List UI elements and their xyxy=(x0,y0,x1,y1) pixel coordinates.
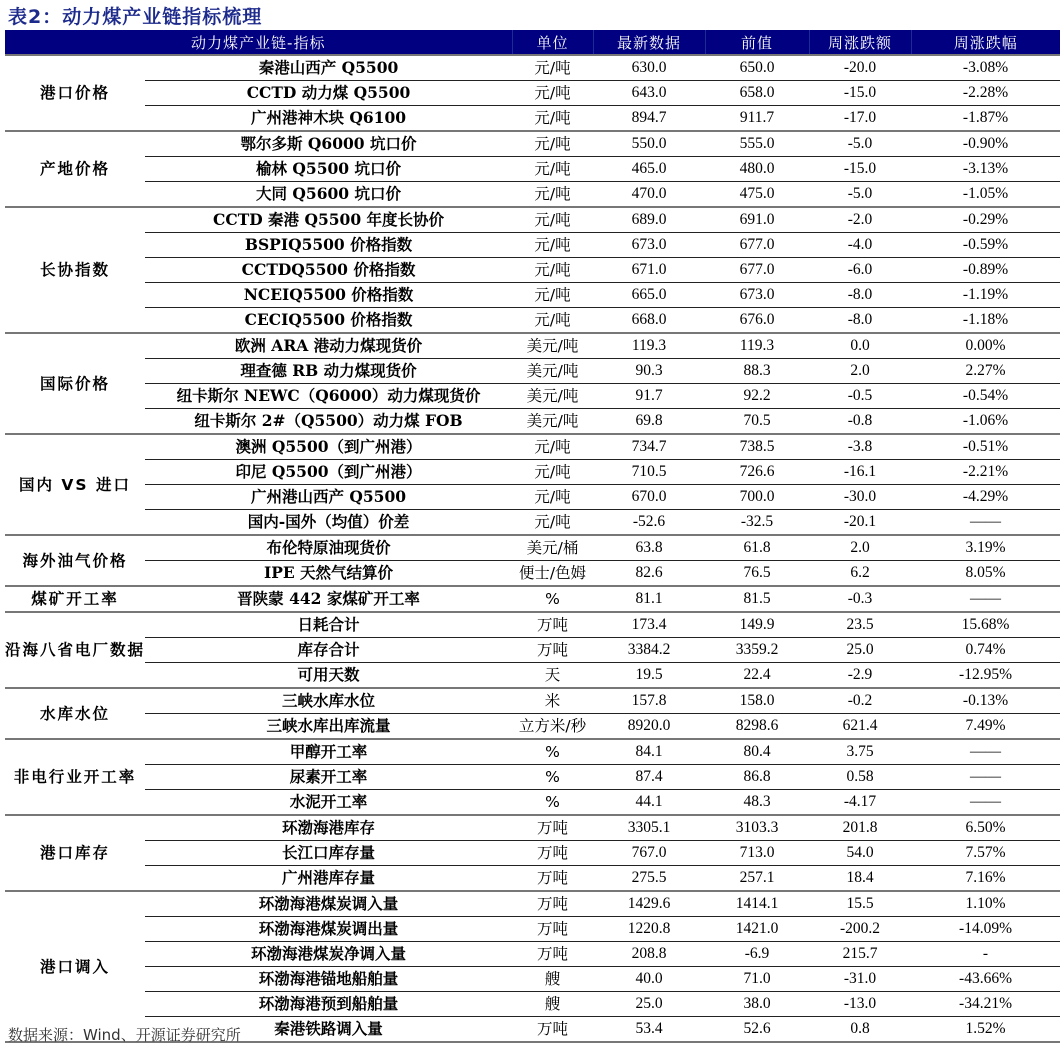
weekly-change: 3.75 xyxy=(809,739,911,765)
group-label: 港口价格 xyxy=(5,55,145,131)
unit-cell: 元/吨 xyxy=(512,81,593,106)
table-row xyxy=(5,131,1060,157)
latest-value: 44.1 xyxy=(593,790,705,816)
weekly-change-pct: -0.51% xyxy=(911,434,1060,460)
latest-value: 670.0 xyxy=(593,485,705,510)
unit-cell: 元/吨 xyxy=(512,106,593,132)
indicator-name: NCEIQ5500 价格指数 xyxy=(145,283,512,308)
previous-value: 257.1 xyxy=(705,866,809,892)
weekly-change: 0.0 xyxy=(809,333,911,359)
weekly-change: 54.0 xyxy=(809,841,911,866)
unit-cell: 元/吨 xyxy=(512,485,593,510)
weekly-change-pct: 0.74% xyxy=(911,638,1060,663)
indicator-name: 尿素开工率 xyxy=(145,765,512,790)
weekly-change: -6.0 xyxy=(809,258,911,283)
weekly-change-pct: 3.19% xyxy=(911,535,1060,561)
table-row xyxy=(5,308,1060,334)
unit-cell: 元/吨 xyxy=(512,434,593,460)
unit-cell: % xyxy=(512,739,593,765)
unit-cell: 万吨 xyxy=(512,815,593,841)
weekly-change: 2.0 xyxy=(809,359,911,384)
table-row xyxy=(5,891,1060,917)
weekly-change: -30.0 xyxy=(809,485,911,510)
unit-cell: 艘 xyxy=(512,992,593,1017)
weekly-change: -0.5 xyxy=(809,384,911,409)
indicator-name: 秦港铁路调入量 xyxy=(145,1017,512,1043)
unit-cell: 元/吨 xyxy=(512,283,593,308)
table-row xyxy=(5,182,1060,208)
weekly-change-pct: -0.89% xyxy=(911,258,1060,283)
unit-cell: 元/吨 xyxy=(512,258,593,283)
indicator-name: 水泥开工率 xyxy=(145,790,512,816)
weekly-change-pct: 6.50% xyxy=(911,815,1060,841)
latest-value: 668.0 xyxy=(593,308,705,334)
previous-value: 650.0 xyxy=(705,55,809,81)
table-row xyxy=(5,106,1060,132)
unit-cell: 元/吨 xyxy=(512,55,593,81)
previous-value: 713.0 xyxy=(705,841,809,866)
unit-cell: % xyxy=(512,765,593,790)
latest-value: -52.6 xyxy=(593,510,705,536)
previous-value: 3359.2 xyxy=(705,638,809,663)
indicator-name: 澳洲 Q5500（到广州港） xyxy=(145,434,512,460)
previous-value: 555.0 xyxy=(705,131,809,157)
weekly-change-pct: -3.13% xyxy=(911,157,1060,182)
unit-cell: 万吨 xyxy=(512,891,593,917)
unit-cell: 万吨 xyxy=(512,612,593,638)
weekly-change-pct: —— xyxy=(911,765,1060,790)
group-label: 长协指数 xyxy=(5,207,145,333)
data-source-note: 数据来源：Wind、开源证券研究所 xyxy=(8,1026,241,1044)
previous-value: 738.5 xyxy=(705,434,809,460)
unit-cell: 万吨 xyxy=(512,917,593,942)
table-row xyxy=(5,765,1060,790)
table-row xyxy=(5,485,1060,510)
header-row xyxy=(5,30,1060,55)
indicator-name: 广州港神木块 Q6100 xyxy=(145,106,512,132)
weekly-change-pct: -0.29% xyxy=(911,207,1060,233)
previous-value: 677.0 xyxy=(705,233,809,258)
latest-value: 689.0 xyxy=(593,207,705,233)
unit-cell: 艘 xyxy=(512,967,593,992)
table-row xyxy=(5,384,1060,409)
previous-value: 8298.6 xyxy=(705,714,809,740)
latest-value: 630.0 xyxy=(593,55,705,81)
weekly-change: -15.0 xyxy=(809,157,911,182)
indicator-name: 环渤海港煤炭调出量 xyxy=(145,917,512,942)
unit-cell: 美元/吨 xyxy=(512,409,593,435)
table-row xyxy=(5,942,1060,967)
previous-value: 119.3 xyxy=(705,333,809,359)
weekly-change: -3.8 xyxy=(809,434,911,460)
weekly-change: 25.0 xyxy=(809,638,911,663)
table-row xyxy=(5,638,1060,663)
unit-cell: 元/吨 xyxy=(512,207,593,233)
weekly-change-pct: -2.21% xyxy=(911,460,1060,485)
weekly-change: -0.2 xyxy=(809,688,911,714)
table-row xyxy=(5,561,1060,587)
latest-value: 81.1 xyxy=(593,586,705,612)
latest-value: 69.8 xyxy=(593,409,705,435)
weekly-change-pct: -3.08% xyxy=(911,55,1060,81)
weekly-change-pct: -34.21% xyxy=(911,992,1060,1017)
weekly-change-pct: -0.13% xyxy=(911,688,1060,714)
latest-value: 1429.6 xyxy=(593,891,705,917)
latest-value: 465.0 xyxy=(593,157,705,182)
coal-indicator-table xyxy=(5,30,1060,1043)
previous-value: 1421.0 xyxy=(705,917,809,942)
latest-value: 275.5 xyxy=(593,866,705,892)
group-label: 国际价格 xyxy=(5,333,145,434)
weekly-change-pct: 7.57% xyxy=(911,841,1060,866)
weekly-change-pct: -1.18% xyxy=(911,308,1060,334)
table-row xyxy=(5,81,1060,106)
previous-value: 149.9 xyxy=(705,612,809,638)
header-pct: 周涨跌幅 xyxy=(911,30,1060,55)
latest-value: 1220.8 xyxy=(593,917,705,942)
latest-value: 63.8 xyxy=(593,535,705,561)
indicator-name: 日耗合计 xyxy=(145,612,512,638)
previous-value: 71.0 xyxy=(705,967,809,992)
previous-value: 658.0 xyxy=(705,81,809,106)
previous-value: 76.5 xyxy=(705,561,809,587)
latest-value: 84.1 xyxy=(593,739,705,765)
latest-value: 19.5 xyxy=(593,663,705,689)
table-row xyxy=(5,55,1060,81)
indicator-name: 布伦特原油现货价 xyxy=(145,535,512,561)
latest-value: 25.0 xyxy=(593,992,705,1017)
indicator-name: 广州港库存量 xyxy=(145,866,512,892)
previous-value: 88.3 xyxy=(705,359,809,384)
previous-value: -32.5 xyxy=(705,510,809,536)
unit-cell: 元/吨 xyxy=(512,131,593,157)
group-label: 煤矿开工率 xyxy=(5,586,145,612)
previous-value: 480.0 xyxy=(705,157,809,182)
latest-value: 767.0 xyxy=(593,841,705,866)
unit-cell: 元/吨 xyxy=(512,182,593,208)
table-row xyxy=(5,992,1060,1017)
group-label: 非电行业开工率 xyxy=(5,739,145,815)
table-row xyxy=(5,233,1060,258)
indicator-name: 库存合计 xyxy=(145,638,512,663)
previous-value: 691.0 xyxy=(705,207,809,233)
weekly-change-pct: -43.66% xyxy=(911,967,1060,992)
unit-cell: 万吨 xyxy=(512,1017,593,1043)
previous-value: 52.6 xyxy=(705,1017,809,1043)
weekly-change: -0.8 xyxy=(809,409,911,435)
unit-cell: 立方米/秒 xyxy=(512,714,593,740)
weekly-change-pct: —— xyxy=(911,586,1060,612)
table-row xyxy=(5,866,1060,892)
weekly-change: -5.0 xyxy=(809,131,911,157)
unit-cell: 万吨 xyxy=(512,841,593,866)
indicator-name: 国内-国外（均值）价差 xyxy=(145,510,512,536)
unit-cell: 万吨 xyxy=(512,638,593,663)
unit-cell: 美元/桶 xyxy=(512,535,593,561)
table-row xyxy=(5,790,1060,816)
unit-cell: 美元/吨 xyxy=(512,333,593,359)
latest-value: 3305.1 xyxy=(593,815,705,841)
weekly-change: -0.3 xyxy=(809,586,911,612)
indicator-name: CCTD 秦港 Q5500 年度长协价 xyxy=(145,207,512,233)
table-row xyxy=(5,535,1060,561)
weekly-change-pct: 2.27% xyxy=(911,359,1060,384)
group-label: 港口库存 xyxy=(5,815,145,891)
previous-value: 61.8 xyxy=(705,535,809,561)
table-row xyxy=(5,359,1060,384)
table-row xyxy=(5,258,1060,283)
weekly-change: 215.7 xyxy=(809,942,911,967)
indicator-name: IPE 天然气结算价 xyxy=(145,561,512,587)
unit-cell: % xyxy=(512,790,593,816)
latest-value: 894.7 xyxy=(593,106,705,132)
latest-value: 40.0 xyxy=(593,967,705,992)
weekly-change-pct: 7.49% xyxy=(911,714,1060,740)
indicator-name: 鄂尔多斯 Q6000 坑口价 xyxy=(145,131,512,157)
previous-value: -6.9 xyxy=(705,942,809,967)
latest-value: 734.7 xyxy=(593,434,705,460)
weekly-change-pct: -1.19% xyxy=(911,283,1060,308)
weekly-change-pct: -1.87% xyxy=(911,106,1060,132)
table-row xyxy=(5,333,1060,359)
previous-value: 676.0 xyxy=(705,308,809,334)
unit-cell: 元/吨 xyxy=(512,233,593,258)
previous-value: 677.0 xyxy=(705,258,809,283)
weekly-change: -31.0 xyxy=(809,967,911,992)
weekly-change: -8.0 xyxy=(809,283,911,308)
weekly-change: -200.2 xyxy=(809,917,911,942)
latest-value: 665.0 xyxy=(593,283,705,308)
latest-value: 82.6 xyxy=(593,561,705,587)
indicator-name: 理查德 RB 动力煤现货价 xyxy=(145,359,512,384)
weekly-change-pct: -4.29% xyxy=(911,485,1060,510)
indicator-name: 大同 Q5600 坑口价 xyxy=(145,182,512,208)
previous-value: 48.3 xyxy=(705,790,809,816)
previous-value: 92.2 xyxy=(705,384,809,409)
table-row xyxy=(5,815,1060,841)
table-row xyxy=(5,663,1060,689)
previous-value: 80.4 xyxy=(705,739,809,765)
weekly-change-pct: —— xyxy=(911,739,1060,765)
previous-value: 700.0 xyxy=(705,485,809,510)
group-label: 国内 VS 进口 xyxy=(5,434,145,535)
unit-cell: 元/吨 xyxy=(512,510,593,536)
indicator-name: 纽卡斯尔 NEWC（Q6000）动力煤现货价 xyxy=(145,384,512,409)
unit-cell: 万吨 xyxy=(512,942,593,967)
header-latest: 最新数据 xyxy=(593,30,705,55)
unit-cell: 美元/吨 xyxy=(512,359,593,384)
table-row xyxy=(5,207,1060,233)
indicator-name: 纽卡斯尔 2#（Q5500）动力煤 FOB xyxy=(145,409,512,435)
indicator-name: 榆林 Q5500 坑口价 xyxy=(145,157,512,182)
unit-cell: 元/吨 xyxy=(512,460,593,485)
weekly-change: -17.0 xyxy=(809,106,911,132)
indicator-name: 广州港山西产 Q5500 xyxy=(145,485,512,510)
weekly-change-pct: 1.10% xyxy=(911,891,1060,917)
indicator-name: 晋陕蒙 442 家煤矿开工率 xyxy=(145,586,512,612)
table-row xyxy=(5,917,1060,942)
indicator-name: 环渤海港锚地船舶量 xyxy=(145,967,512,992)
indicator-name: 环渤海港预到船舶量 xyxy=(145,992,512,1017)
latest-value: 8920.0 xyxy=(593,714,705,740)
indicator-name: 环渤海港煤炭净调入量 xyxy=(145,942,512,967)
table-title: 表2：动力煤产业链指标梳理 xyxy=(8,6,263,28)
weekly-change-pct: - xyxy=(911,942,1060,967)
weekly-change-pct: -14.09% xyxy=(911,917,1060,942)
table-row xyxy=(5,714,1060,740)
weekly-change: -5.0 xyxy=(809,182,911,208)
latest-value: 173.4 xyxy=(593,612,705,638)
latest-value: 53.4 xyxy=(593,1017,705,1043)
header-unit: 单位 xyxy=(512,30,593,55)
unit-cell: 美元/吨 xyxy=(512,384,593,409)
group-label: 港口调入 xyxy=(5,891,145,1042)
table-row xyxy=(5,841,1060,866)
weekly-change: 23.5 xyxy=(809,612,911,638)
latest-value: 710.5 xyxy=(593,460,705,485)
group-label: 沿海八省电厂数据 xyxy=(5,612,145,688)
weekly-change: 15.5 xyxy=(809,891,911,917)
latest-value: 470.0 xyxy=(593,182,705,208)
weekly-change: -16.1 xyxy=(809,460,911,485)
weekly-change: 201.8 xyxy=(809,815,911,841)
weekly-change: -4.17 xyxy=(809,790,911,816)
indicator-name: 三峡水库水位 xyxy=(145,688,512,714)
table-row xyxy=(5,460,1060,485)
indicator-name: 环渤海港煤炭调入量 xyxy=(145,891,512,917)
weekly-change: 6.2 xyxy=(809,561,911,587)
unit-cell: 便士/色姆 xyxy=(512,561,593,587)
weekly-change: 0.58 xyxy=(809,765,911,790)
table-row xyxy=(5,612,1060,638)
previous-value: 38.0 xyxy=(705,992,809,1017)
indicator-name: BSPIQ5500 价格指数 xyxy=(145,233,512,258)
indicator-name: 环渤海港库存 xyxy=(145,815,512,841)
previous-value: 475.0 xyxy=(705,182,809,208)
indicator-name: CCTD 动力煤 Q5500 xyxy=(145,81,512,106)
weekly-change-pct: 1.52% xyxy=(911,1017,1060,1043)
weekly-change: 0.8 xyxy=(809,1017,911,1043)
weekly-change: -13.0 xyxy=(809,992,911,1017)
previous-value: 158.0 xyxy=(705,688,809,714)
weekly-change: 18.4 xyxy=(809,866,911,892)
indicator-name: CCTDQ5500 价格指数 xyxy=(145,258,512,283)
indicator-name: 秦港山西产 Q5500 xyxy=(145,55,512,81)
weekly-change: -15.0 xyxy=(809,81,911,106)
indicator-name: 三峡水库出库流量 xyxy=(145,714,512,740)
group-label: 产地价格 xyxy=(5,131,145,207)
unit-cell: 万吨 xyxy=(512,866,593,892)
unit-cell: 元/吨 xyxy=(512,308,593,334)
header-indicator: 动力煤产业链-指标 xyxy=(5,30,512,55)
table-row xyxy=(5,409,1060,435)
weekly-change-pct: -0.59% xyxy=(911,233,1060,258)
previous-value: 70.5 xyxy=(705,409,809,435)
latest-value: 87.4 xyxy=(593,765,705,790)
weekly-change: -20.0 xyxy=(809,55,911,81)
indicator-name: 可用天数 xyxy=(145,663,512,689)
weekly-change: -8.0 xyxy=(809,308,911,334)
unit-cell: 天 xyxy=(512,663,593,689)
table-row xyxy=(5,510,1060,536)
previous-value: 3103.3 xyxy=(705,815,809,841)
latest-value: 673.0 xyxy=(593,233,705,258)
unit-cell: 米 xyxy=(512,688,593,714)
indicator-name: 甲醇开工率 xyxy=(145,739,512,765)
table-row xyxy=(5,586,1060,612)
previous-value: 726.6 xyxy=(705,460,809,485)
table-row xyxy=(5,283,1060,308)
table-row xyxy=(5,967,1060,992)
weekly-change-pct: —— xyxy=(911,510,1060,536)
weekly-change: 2.0 xyxy=(809,535,911,561)
table-row xyxy=(5,434,1060,460)
weekly-change-pct: -0.90% xyxy=(911,131,1060,157)
table-row xyxy=(5,739,1060,765)
latest-value: 3384.2 xyxy=(593,638,705,663)
previous-value: 1414.1 xyxy=(705,891,809,917)
group-label: 水库水位 xyxy=(5,688,145,739)
weekly-change-pct: —— xyxy=(911,790,1060,816)
indicator-name: 长江口库存量 xyxy=(145,841,512,866)
weekly-change-pct: -2.28% xyxy=(911,81,1060,106)
weekly-change-pct: 7.16% xyxy=(911,866,1060,892)
header-change: 周涨跌额 xyxy=(809,30,911,55)
weekly-change-pct: -1.06% xyxy=(911,409,1060,435)
header-prev: 前值 xyxy=(705,30,809,55)
weekly-change: -2.9 xyxy=(809,663,911,689)
indicator-name: 印尼 Q5500（到广州港） xyxy=(145,460,512,485)
weekly-change: -20.1 xyxy=(809,510,911,536)
latest-value: 550.0 xyxy=(593,131,705,157)
previous-value: 673.0 xyxy=(705,283,809,308)
group-label: 海外油气价格 xyxy=(5,535,145,586)
weekly-change: -2.0 xyxy=(809,207,911,233)
weekly-change-pct: -1.05% xyxy=(911,182,1060,208)
table-row xyxy=(5,688,1060,714)
latest-value: 91.7 xyxy=(593,384,705,409)
latest-value: 90.3 xyxy=(593,359,705,384)
latest-value: 157.8 xyxy=(593,688,705,714)
previous-value: 86.8 xyxy=(705,765,809,790)
latest-value: 119.3 xyxy=(593,333,705,359)
previous-value: 81.5 xyxy=(705,586,809,612)
table-row xyxy=(5,157,1060,182)
weekly-change: -4.0 xyxy=(809,233,911,258)
latest-value: 643.0 xyxy=(593,81,705,106)
weekly-change-pct: 8.05% xyxy=(911,561,1060,587)
latest-value: 671.0 xyxy=(593,258,705,283)
weekly-change-pct: -12.95% xyxy=(911,663,1060,689)
indicator-name: 欧洲 ARA 港动力煤现货价 xyxy=(145,333,512,359)
indicator-name: CECIQ5500 价格指数 xyxy=(145,308,512,334)
unit-cell: % xyxy=(512,586,593,612)
latest-value: 208.8 xyxy=(593,942,705,967)
weekly-change-pct: 15.68% xyxy=(911,612,1060,638)
previous-value: 22.4 xyxy=(705,663,809,689)
weekly-change-pct: -0.54% xyxy=(911,384,1060,409)
weekly-change-pct: 0.00% xyxy=(911,333,1060,359)
weekly-change: 621.4 xyxy=(809,714,911,740)
unit-cell: 元/吨 xyxy=(512,157,593,182)
previous-value: 911.7 xyxy=(705,106,809,132)
